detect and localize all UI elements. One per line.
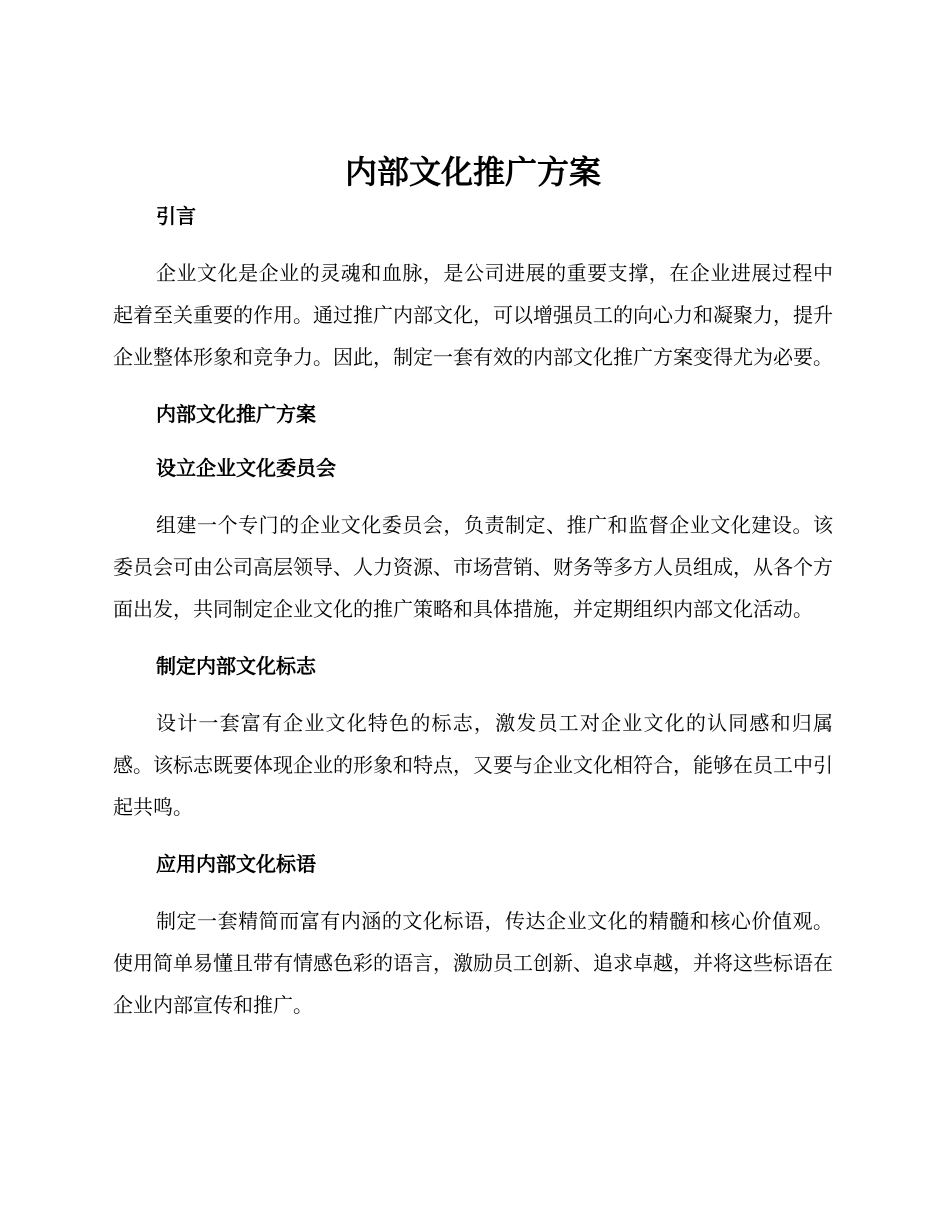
section-paragraph-slogan: 制定一套精简而富有内涵的文化标语，传达企业文化的精髓和核心价值观。使用简单易懂且带有情感色彩的语言，激励员工创新、追求卓越，并将这些标语在企业内部宣传和推广。: [113, 909, 833, 1017]
section-paragraph-logo: 设计一套富有企业文化特色的标志，激发员工对企业文化的认同感和归属感。该标志既要体现企业的形象和特点，又要与企业文化相符合，能够在员工中引起共鸣。: [113, 711, 833, 819]
document-title: 内部文化推广方案: [344, 153, 601, 191]
section-heading-introduction: 引言: [156, 204, 196, 228]
section-paragraph-committee: 组建一个专门的企业文化委员会，负责制定、推广和监督企业文化建设。该委员会可由公司高层领导、人力资源、市场营销、财务等多方人员组成，从各个方面出发，共同制定企业文化的推广策略和具体措施，并定期组织内部文化活动。: [113, 513, 833, 621]
section-heading-logo: 制定内部文化标志: [156, 654, 316, 678]
document-body: [113, 148, 833, 1026]
section-heading-plan: 内部文化推广方案: [156, 402, 316, 426]
section-heading-committee: 设立企业文化委员会: [156, 456, 336, 480]
section-heading-slogan: 应用内部文化标语: [156, 852, 316, 876]
section-paragraph-introduction: 企业文化是企业的灵魂和血脉，是公司进展的重要支撑，在企业进展过程中起着至关重要的作用。通过推广内部文化，可以增强员工的向心力和凝聚力，提升企业整体形象和竞争力。因此，制定一套有效的内部文化推广方案变得尤为必要。: [113, 261, 833, 369]
